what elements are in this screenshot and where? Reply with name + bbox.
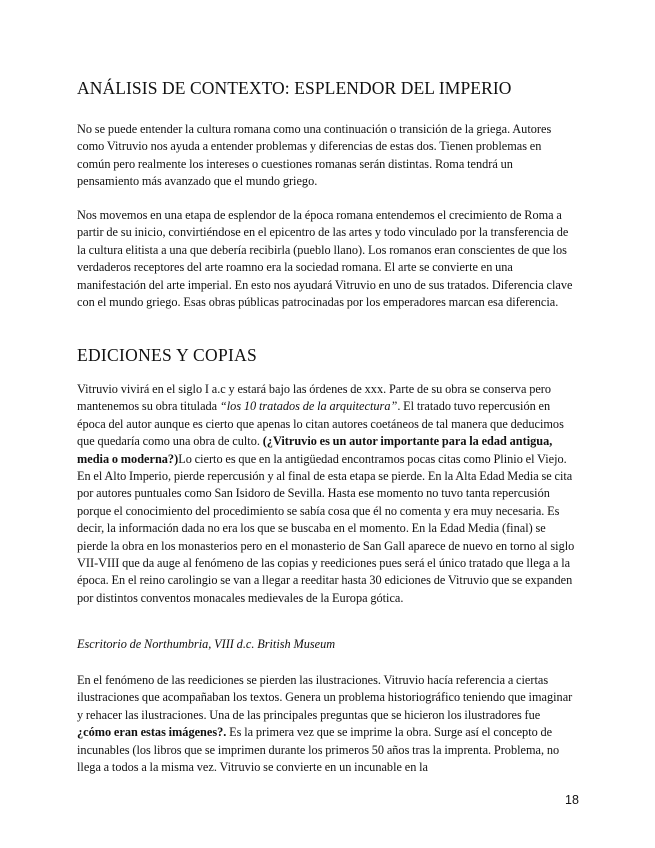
document-page bbox=[77, 0, 577, 848]
image-caption: Escritorio de Northumbria, VIII d.c. British Museum bbox=[77, 637, 336, 651]
paragraph-illustrations-text-1: En el fenómeno de las reediciones se pierden las ilustraciones. Vitruvio hacía referencia a ciertas ilustraciones que acompañaban los textos. Genera un problema historiográfico teniendo que imaginar y rehacer las ilustraciones. Una de las principales preguntas que se hicieron los ilustradores fue bbox=[77, 673, 573, 722]
bold-question-vitruvio: (¿Vitruvio es un autor importante para la edad antigua, media o moderna?) bbox=[77, 434, 553, 466]
section-heading-context: ANÁLISIS DE CONTEXTO: ESPLENDOR DEL IMPERIO bbox=[77, 78, 512, 98]
bold-question-images: ¿cómo eran estas imágenes?. bbox=[77, 725, 227, 740]
paragraph-editions-text-3: Lo cierto es que en la antigüedad encontramos pocas citas como Plinio el Viejo. En el Alto Imperio, pierde repercusión y al final de esta etapa se pierde. En la Alta Edad Media se cita por autores puntuales como San Isidoro de Sevilla. Hasta ese momento no tuvo tanta repercusión porque el conocimiento del procedimiento se sabía cosa que él no comenta y era muy necesaria. Es decir, la información dada no era los que se buscaba en el momento. En la Edad Media (final) se pierde la obra en los monasterios pero en el monasterio de San Gall aparece de nuevo en torno al siglo VII-VIII que da auge al fenómeno de las copias y reediciones pues será el único tratado que llega a la época. En el reino carolingio se van a llegar a reeditar hasta 30 ediciones de Vitruvio que se expanden por distintos conventos monacales medievales de la Europa gótica. bbox=[77, 451, 575, 605]
paragraph-intro: No se puede entender la cultura romana como una continuación o transición de la griega. Autores como Vitruvio nos ayuda a entender problemas y diferencias de estas dos. Tienen problemas en común pero realmente los intereses o cuestiones romanas serán distintas. Roma tendrá un pensamiento más avanzado que el mundo griego. bbox=[77, 122, 552, 189]
paragraph-editions-text-1: Vitruvio vivirá en el siglo I a.c y estará bajo las órdenes de xxx. Parte de su obra se conserva pero mantenemos su obra titulada bbox=[77, 382, 552, 414]
paragraph-illustrations bbox=[77, 672, 577, 776]
paragraph-illustrations-text-2: Es la primera vez que se imprime la obra. Surge así el concepto de incunables (los libros que se imprimen durante los primeros 50 años tras la imprenta. Problema, no llega a todos a la misma vez. Vitruvio se convierte en un incunable en la bbox=[77, 725, 560, 775]
treatise-title: “los 10 tratados de la arquitectura” bbox=[219, 399, 398, 414]
paragraph-editions bbox=[77, 381, 577, 607]
section-heading-editions: EDICIONES Y COPIAS bbox=[77, 345, 258, 365]
paragraph-splendor: Nos movemos en una etapa de esplendor de la época romana entendemos el crecimiento de Roma a partir de su inicio, convirtiéndose en el epicentro de las artes y todo vinculado por la transferencia de la cultura elitista a una que debería recibirla (pueblo llano). Los romanos eran conscientes de que los verdaderos receptores del arte roamno era la sociedad romana. El arte se convierte en una manifestación del arte imperial. En esto nos ayudará Vitruvio en uno de sus tratados. Diferencia clave con el mundo griego. Esas obras públicas patrocinadas por los emperadores marcan esa diferencia. bbox=[77, 208, 573, 310]
paragraph-editions-text-2: . El tratado tuvo repercusión en época del autor aunque es cierto que apenas lo citan autores coetáneos de tal manera que deducimos que quedaría como una obra de culto. bbox=[77, 399, 564, 449]
page-number: 18 bbox=[565, 793, 579, 807]
